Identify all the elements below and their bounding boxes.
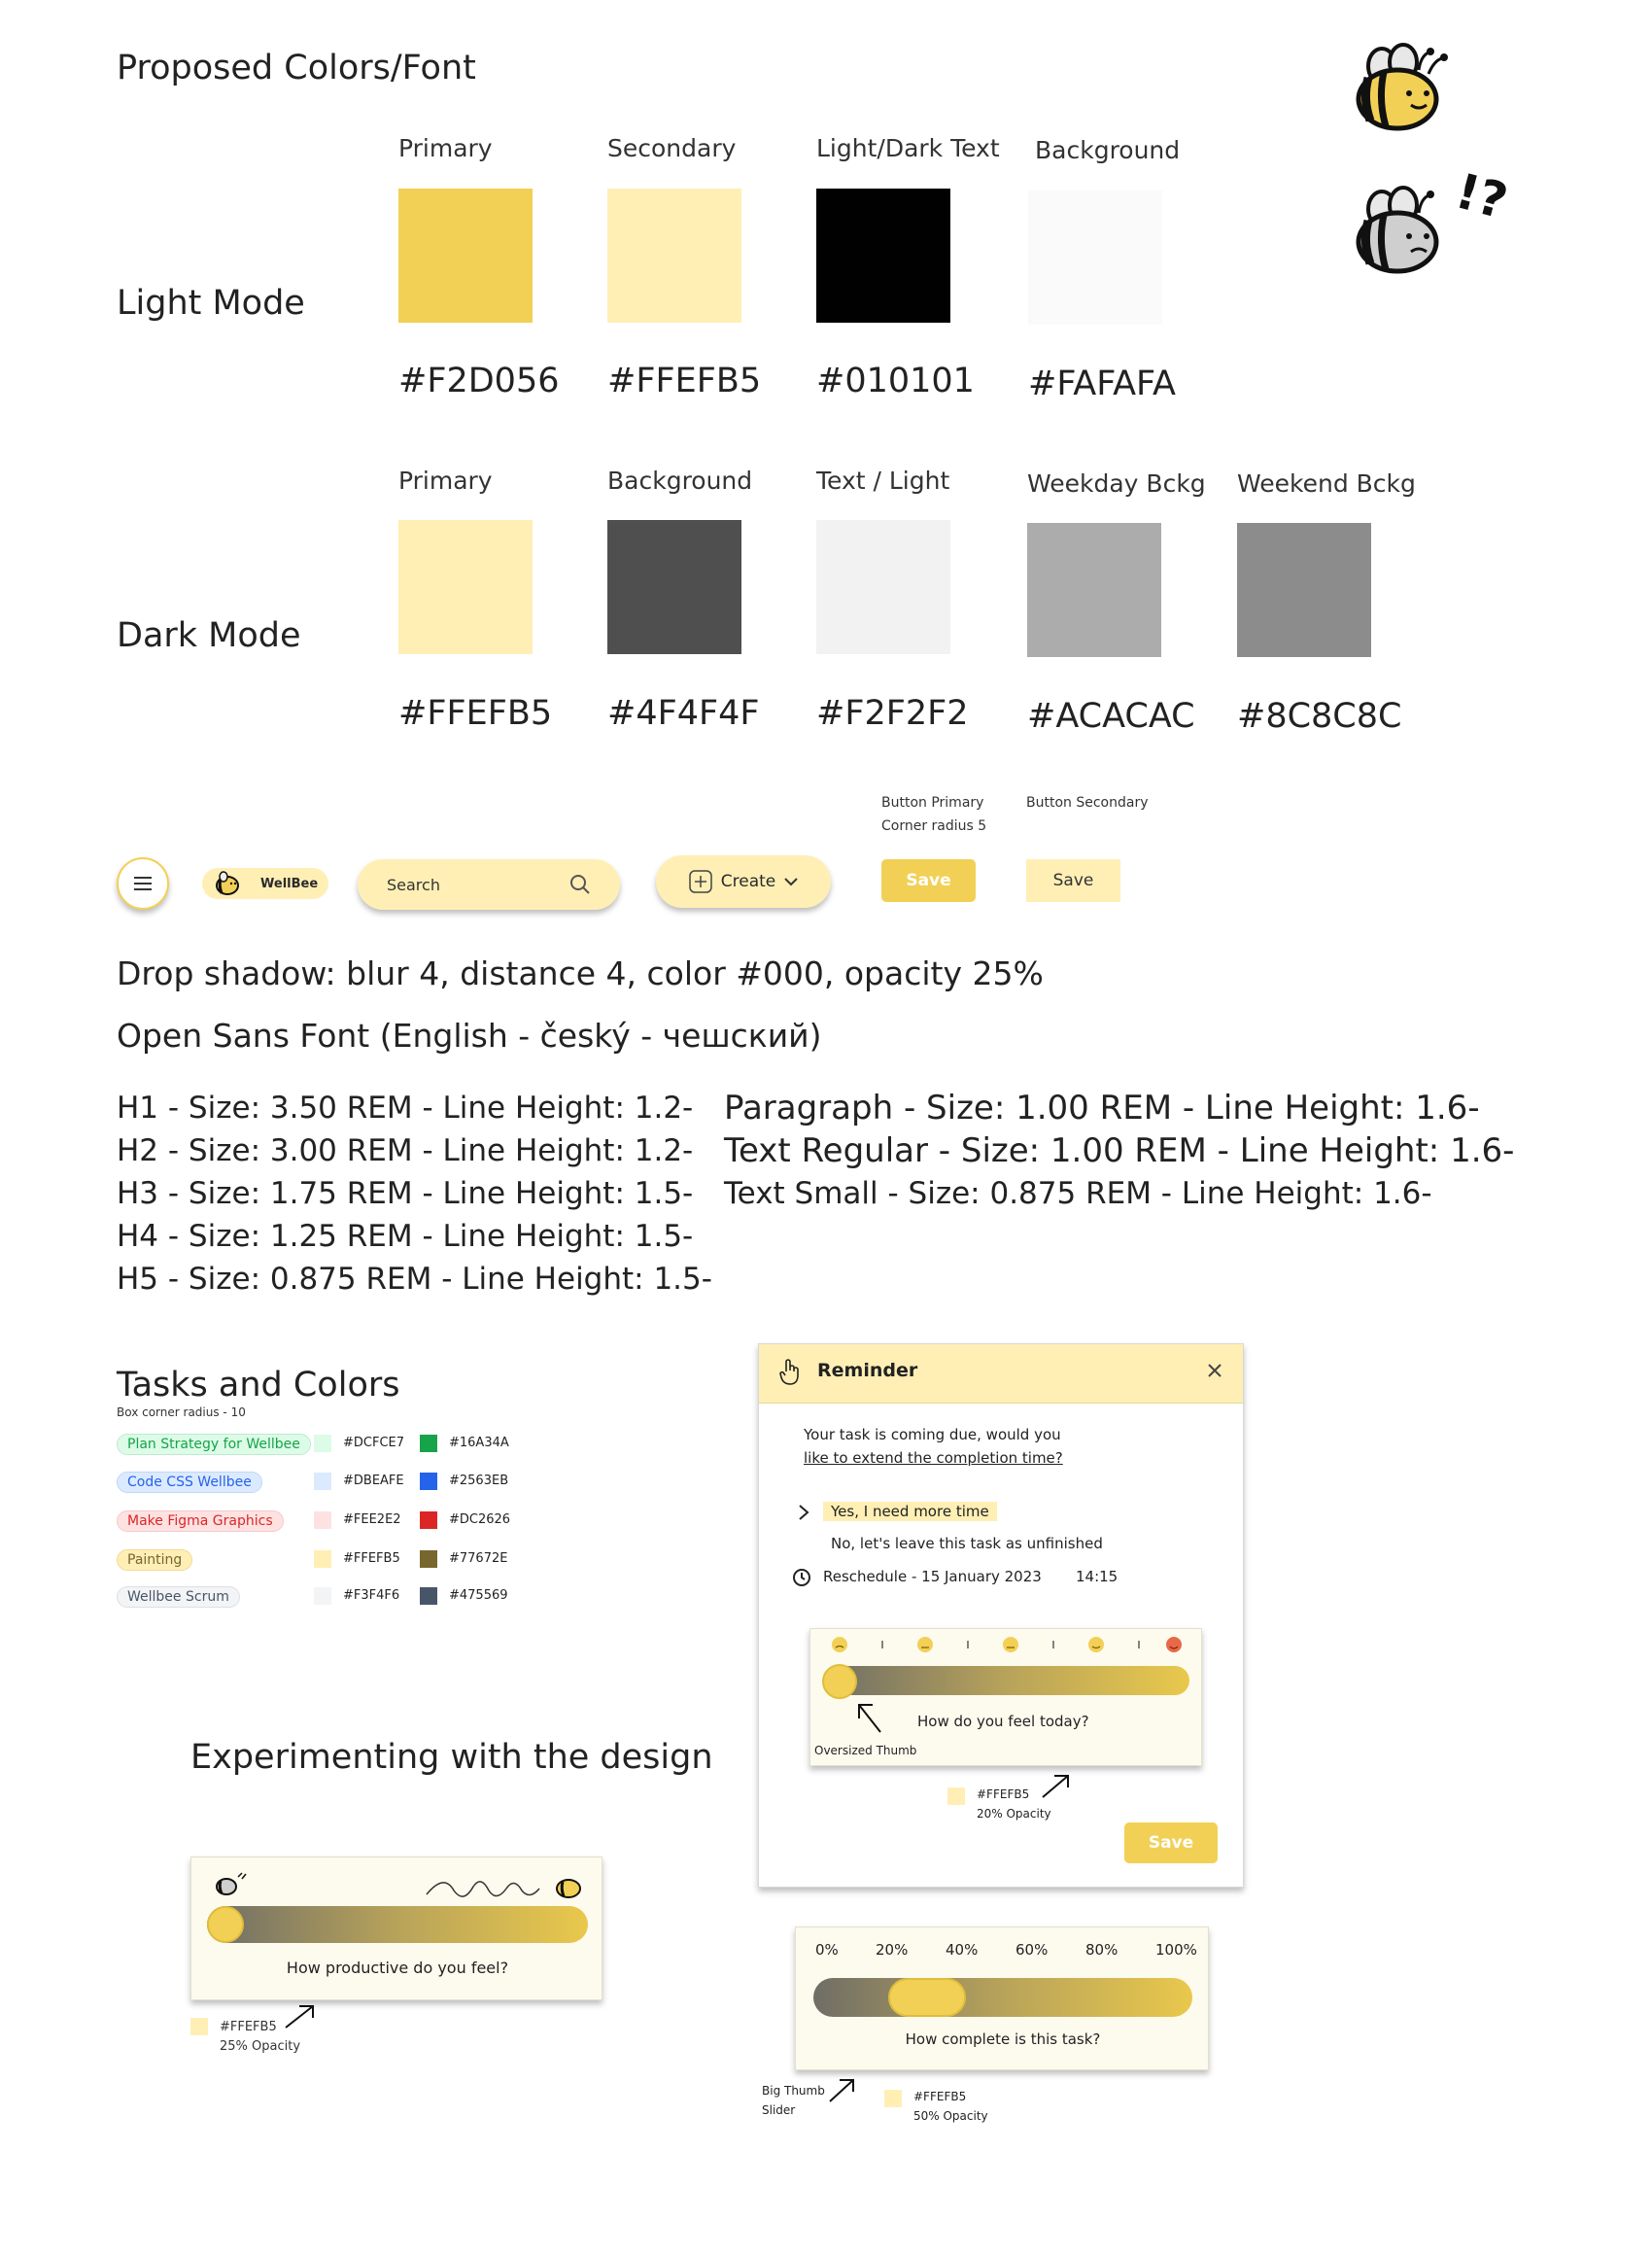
swatch-label: Background (607, 467, 753, 495)
mood-question: How do you feel today? (917, 1713, 1089, 1730)
swatch-label: Secondary (607, 134, 737, 162)
productivity-slider[interactable] (207, 1906, 588, 1943)
big-thumb-note: Big Thumb (762, 2084, 825, 2098)
overlay-swatch (190, 2018, 208, 2035)
reminder-title: Reminder (817, 1360, 918, 1381)
color-swatch (1237, 523, 1371, 657)
reminder-save-button[interactable]: Save (1124, 1822, 1218, 1863)
task-fg-hex: #16A34A (449, 1436, 509, 1450)
task-row (117, 1510, 284, 1532)
mood-slider[interactable] (824, 1666, 1189, 1695)
light-mode-label: Light Mode (117, 284, 305, 323)
swatch-hex: #FFEFB5 (398, 694, 553, 733)
typo-h4: H4 - Size: 1.25 REM - Line Height: 1.5- (117, 1219, 694, 1254)
swatch-hex: #F2F2F2 (816, 694, 969, 733)
button-secondary-note: Button Secondary (1026, 795, 1149, 811)
tick-label: 20% (876, 1941, 909, 1959)
task-row (117, 1586, 240, 1608)
task-bg-swatch (314, 1435, 331, 1452)
save-primary-button[interactable]: Save (881, 859, 976, 902)
swatch-label: Light/Dark Text (816, 134, 1000, 162)
tasks-title: Tasks and Colors (117, 1366, 400, 1405)
swatch-label: Weekend Bckg (1237, 469, 1416, 498)
logo-text: WellBee (260, 876, 319, 891)
task-bg-swatch (314, 1587, 331, 1605)
emoji-sad-icon (832, 1637, 847, 1652)
typo-paragraph: Paragraph - Size: 1.00 REM - Line Height: 1.6- (724, 1089, 1480, 1128)
task-bg-swatch (314, 1550, 331, 1568)
overlay-hex: #FFEFB5 (913, 2090, 967, 2103)
swatch-hex: #F2D056 (398, 362, 560, 400)
arrow-icon (1041, 1772, 1072, 1799)
tick-label: 60% (1015, 1941, 1049, 1959)
create-button[interactable] (656, 855, 831, 908)
slider-note: Slider (762, 2103, 796, 2117)
completion-slider[interactable] (813, 1978, 1192, 2017)
confused-bee-icon (1341, 160, 1516, 287)
hand-pointer-icon (778, 1358, 802, 1387)
task-tag[interactable]: Painting (117, 1549, 192, 1571)
font-spec: Open Sans Font (English - český - чешский) (117, 1017, 822, 1055)
clock-icon (792, 1568, 811, 1587)
search-bar[interactable] (358, 859, 620, 910)
task-bg-hex: #FFEFB5 (343, 1551, 400, 1566)
thumb-note: Oversized Thumb (814, 1744, 917, 1757)
option-no[interactable]: No, let's leave this task as unfinished (831, 1535, 1103, 1552)
task-bg-hex: #FEE2E2 (343, 1512, 401, 1527)
menu-button[interactable] (117, 857, 169, 910)
overlay-opacity: 20% Opacity (977, 1807, 1051, 1821)
create-label: Create (720, 872, 776, 891)
typo-text-regular: Text Regular - Size: 1.00 REM - Line Height: 1.6- (724, 1131, 1515, 1170)
task-tag[interactable]: Make Figma Graphics (117, 1510, 284, 1532)
chevron-down-icon (783, 876, 799, 887)
color-swatch (607, 520, 741, 654)
swatch-label: Weekday Bckg (1027, 469, 1206, 498)
task-fg-swatch (420, 1587, 437, 1605)
overlay-opacity: 25% Opacity (220, 2039, 301, 2054)
completion-question: How complete is this task? (905, 2030, 1101, 2048)
drop-shadow-spec: Drop shadow: blur 4, distance 4, color #000, opacity 25% (117, 954, 1044, 992)
task-fg-hex: #2563EB (449, 1474, 509, 1488)
logo-chip[interactable] (202, 868, 328, 899)
color-swatch (1028, 191, 1162, 325)
reschedule-label[interactable]: Reschedule - 15 January 2023 (823, 1568, 1042, 1585)
experimenting-title: Experimenting with the design (190, 1738, 713, 1777)
typo-h5: H5 - Size: 0.875 REM - Line Height: 1.5- (117, 1262, 712, 1297)
color-swatch (398, 520, 533, 654)
task-fg-hex: #475569 (449, 1588, 508, 1603)
slider-thumb[interactable] (888, 1978, 966, 2017)
tick-label: 80% (1085, 1941, 1119, 1959)
productivity-card (190, 1856, 602, 2000)
color-swatch (607, 189, 741, 323)
swatch-hex: #ACACAC (1027, 697, 1195, 736)
task-fg-hex: #DC2626 (449, 1512, 511, 1527)
emoji-meh-icon (917, 1637, 933, 1652)
task-row (117, 1472, 262, 1493)
typo-text-small: Text Small - Size: 0.875 REM - Line Height: 1.6- (724, 1176, 1432, 1211)
completion-card (795, 1926, 1209, 2070)
task-tag[interactable]: Code CSS Wellbee (117, 1472, 262, 1493)
typography-headings (117, 1087, 712, 1301)
task-fg-hex: #77672E (449, 1551, 508, 1566)
task-bg-swatch (314, 1473, 331, 1490)
tick-label: 0% (815, 1941, 839, 1959)
emoji-love-icon (1166, 1637, 1182, 1652)
reminder-dialog (758, 1343, 1244, 1888)
flight-path-icon (425, 1871, 590, 1900)
task-row (117, 1434, 311, 1455)
button-primary-radius-note: Corner radius 5 (881, 818, 987, 834)
typo-h2: H2 - Size: 3.00 REM - Line Height: 1.2- (117, 1133, 694, 1168)
close-icon[interactable] (1206, 1362, 1223, 1379)
slider-thumb[interactable] (207, 1906, 244, 1943)
search-icon[interactable] (569, 874, 591, 895)
color-swatch (1027, 523, 1161, 657)
option-yes[interactable]: Yes, I need more time (823, 1502, 997, 1521)
tasks-subtitle: Box corner radius - 10 (117, 1405, 246, 1419)
emoji-neutral-icon (1003, 1637, 1018, 1652)
task-fg-swatch (420, 1473, 437, 1490)
mood-card (809, 1628, 1202, 1766)
plus-icon (688, 869, 713, 894)
task-fg-swatch (420, 1435, 437, 1452)
typo-h1: H1 - Size: 3.50 REM - Line Height: 1.2- (117, 1091, 694, 1126)
tick-label: 100% (1155, 1941, 1197, 1959)
overlay-swatch (884, 2090, 902, 2107)
svg-text:!?: !? (1450, 162, 1514, 230)
task-tag[interactable]: Wellbee Scrum (117, 1586, 240, 1608)
reschedule-time[interactable]: 14:15 (1076, 1568, 1119, 1585)
chevron-right-icon (796, 1504, 811, 1521)
save-secondary-button[interactable]: Save (1026, 859, 1120, 902)
typography-body (724, 1087, 1514, 1215)
slider-thumb[interactable] (822, 1664, 857, 1699)
happy-bee-icon (1341, 39, 1458, 136)
productivity-question: How productive do you feel? (286, 1959, 509, 1977)
swatch-label: Background (1035, 136, 1181, 164)
page-title: Proposed Colors/Font (117, 49, 476, 87)
arrow-icon (855, 1701, 884, 1734)
overlay-hex: #FFEFB5 (977, 1787, 1030, 1801)
emoji-smile-icon (1088, 1637, 1104, 1652)
mood-emoji-row (824, 1633, 1189, 1656)
reminder-message: Your task is coming due, would you (804, 1426, 1061, 1443)
overlay-hex: #FFEFB5 (220, 2020, 277, 2034)
arrow-icon (828, 2076, 857, 2103)
color-swatch (816, 189, 950, 323)
reminder-message-link: like to extend the completion time? (804, 1449, 1063, 1467)
search-input[interactable]: Search (387, 875, 440, 894)
task-tag[interactable]: Plan Strategy for Wellbee (117, 1434, 311, 1455)
task-row (117, 1549, 192, 1571)
swatch-hex: #4F4F4F (607, 694, 760, 733)
swatch-hex: #FAFAFA (1028, 364, 1176, 403)
task-fg-swatch (420, 1550, 437, 1568)
swatch-hex: #8C8C8C (1237, 697, 1402, 736)
tick-label: 40% (946, 1941, 979, 1959)
sleepy-bee-icon (211, 1869, 250, 1898)
swatch-label: Text / Light (816, 467, 950, 495)
swatch-hex: #FFEFB5 (607, 362, 762, 400)
button-primary-note: Button Primary (881, 795, 984, 811)
dark-mode-label: Dark Mode (117, 616, 301, 655)
task-bg-hex: #F3F4F6 (343, 1588, 400, 1603)
overlay-swatch (947, 1787, 965, 1805)
task-bg-hex: #DBEAFE (343, 1474, 404, 1488)
color-swatch (816, 520, 950, 654)
task-bg-hex: #DCFCE7 (343, 1436, 405, 1450)
overlay-opacity: 50% Opacity (913, 2109, 988, 2123)
color-swatch (398, 189, 533, 323)
bee-logo-icon (212, 871, 241, 896)
task-bg-swatch (314, 1511, 331, 1529)
swatch-label: Primary (398, 467, 493, 495)
hamburger-icon (132, 875, 154, 892)
typo-h3: H3 - Size: 1.75 REM - Line Height: 1.5- (117, 1176, 694, 1211)
arrow-icon (284, 2002, 317, 2030)
task-fg-swatch (420, 1511, 437, 1529)
swatch-hex: #010101 (816, 362, 975, 400)
swatch-label: Primary (398, 134, 493, 162)
